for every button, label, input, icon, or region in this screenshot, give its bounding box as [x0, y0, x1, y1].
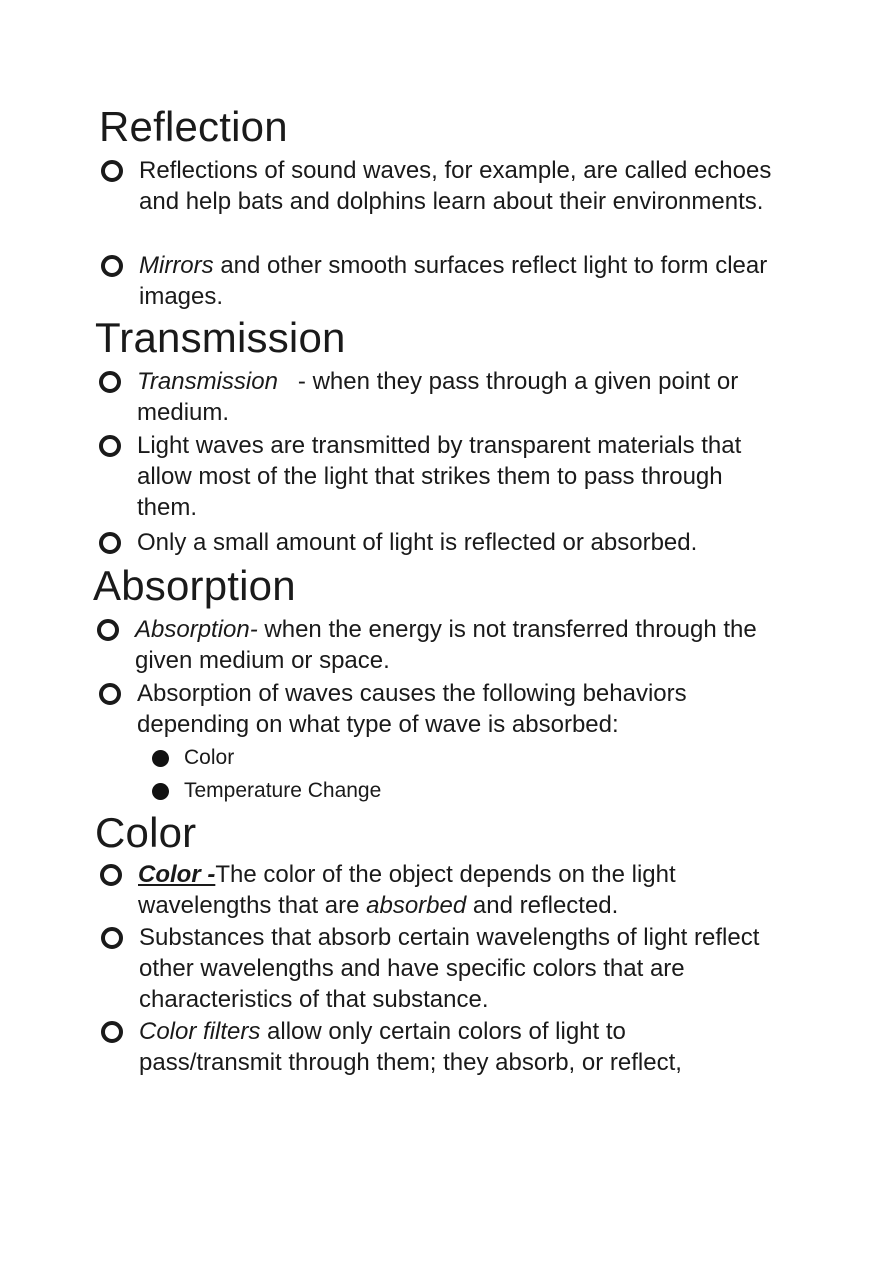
item-rest: The color of the object depends on the light wavelengths that are: [138, 861, 676, 919]
heading-absorption: Absorption: [93, 562, 296, 609]
circle-bullet-icon: [99, 532, 121, 554]
circle-bullet-icon: [101, 255, 123, 277]
item-term: Mirrors: [139, 252, 214, 279]
item-term: Color filters: [139, 1018, 261, 1045]
circle-bullet-icon: [99, 683, 121, 705]
circle-bullet-icon: [101, 927, 123, 949]
item-term: Absorption-: [135, 616, 258, 643]
circle-bullet-icon: [100, 864, 122, 886]
filled-bullet-icon: [152, 783, 169, 800]
item-rest: when the energy is not transferred through the given medium or space.: [135, 616, 757, 674]
item-text: Absorption of waves causes the following behaviors depending on what type of wave is absorbed:: [137, 680, 687, 738]
heading-color: Color: [95, 809, 197, 856]
circle-bullet-icon: [101, 1021, 123, 1043]
heading-transmission: Transmission: [95, 314, 346, 361]
item-rest: allow only certain colors of light to pass/transmit through them; they absorb, or reflect,: [139, 1018, 682, 1076]
item-term: Color -: [138, 861, 216, 888]
item-text: [135, 614, 775, 676]
sub-item-text: Temperature Change: [184, 779, 382, 802]
heading-reflection: Reflection: [99, 103, 288, 150]
filled-bullet-icon: [152, 750, 169, 767]
circle-bullet-icon: [101, 160, 123, 182]
item-text: Light waves are transmitted by transparent materials that allow most of the light that strikes them to pass through them.: [137, 432, 742, 521]
item-text: [138, 859, 778, 921]
item-rest-end: and reflected.: [466, 892, 619, 919]
item-text: [137, 366, 777, 428]
item-text: Reflections of sound waves, for example, are called echoes and help bats and dolphins learn about their environments.: [139, 157, 772, 215]
sub-item-text: Color: [184, 746, 235, 769]
item-text: Substances that absorb certain wavelengths of light reflect other wavelengths and have specific colors that are characteristics of that substance.: [139, 924, 760, 1013]
item-rest: and other smooth surfaces reflect light to form clear images.: [139, 252, 768, 310]
item-text: [139, 1016, 739, 1078]
circle-bullet-icon: [99, 371, 121, 393]
item-rest: - when they pass through a given point or medium.: [137, 368, 745, 426]
circle-bullet-icon: [97, 619, 119, 641]
circle-bullet-icon: [99, 435, 121, 457]
item-term: Transmission: [137, 368, 278, 395]
item-emphasis: absorbed: [366, 892, 467, 919]
item-text: Only a small amount of light is reflected or absorbed.: [137, 529, 698, 556]
item-text: [139, 250, 779, 312]
